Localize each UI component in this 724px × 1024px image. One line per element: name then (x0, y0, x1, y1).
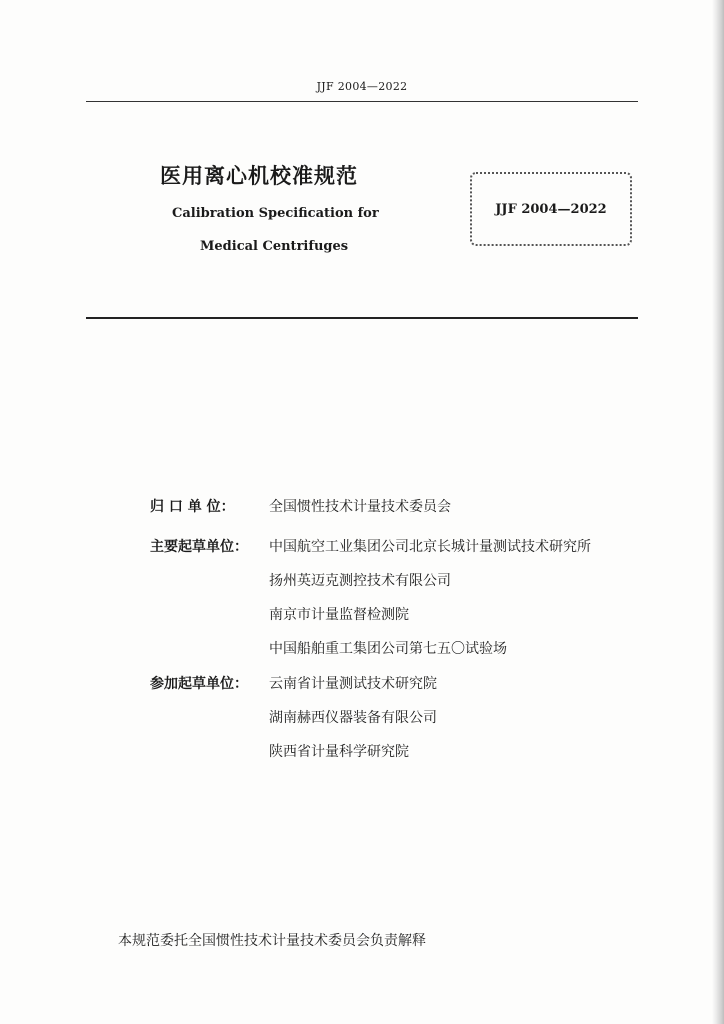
main-drafting-unit: 扬州英迈克测控技术有限公司 (269, 573, 451, 589)
main-drafting-unit: 中国航空工业集团公司北京长城计量测试技术研究所 (269, 539, 591, 555)
title-divider (86, 317, 638, 319)
main-drafting-label: 主要起草单位： (150, 539, 248, 555)
responsible-unit-label: 归 口 单 位： (150, 499, 235, 515)
title-english-line-1: Calibration Specification for (172, 206, 379, 221)
responsible-unit-value: 全国惯性技术计量技术委员会 (269, 499, 451, 515)
participating-unit: 云南省计量测试技术研究院 (269, 676, 437, 692)
interpretation-note: 本规范委托全国惯性技术计量技术委员会负责解释 (118, 933, 426, 949)
title-english-line-2: Medical Centrifuges (200, 239, 349, 254)
participating-label: 参加起草单位： (150, 676, 248, 692)
participating-unit: 湖南赫西仪器装备有限公司 (269, 710, 437, 726)
standard-code: JJF 2004—2022 (495, 201, 607, 217)
main-drafting-unit: 南京市计量监督检测院 (269, 607, 409, 623)
standard-code-box (470, 172, 632, 246)
header-standard-code: JJF 2004—2022 (316, 80, 408, 93)
main-drafting-unit: 中国船舶重工集团公司第七五〇试验场 (269, 641, 507, 657)
participating-unit: 陕西省计量科学研究院 (269, 744, 409, 760)
title-chinese: 医用离心机校准规范 (160, 164, 358, 188)
header-divider (86, 101, 638, 102)
scan-edge-shadow (712, 0, 724, 1024)
